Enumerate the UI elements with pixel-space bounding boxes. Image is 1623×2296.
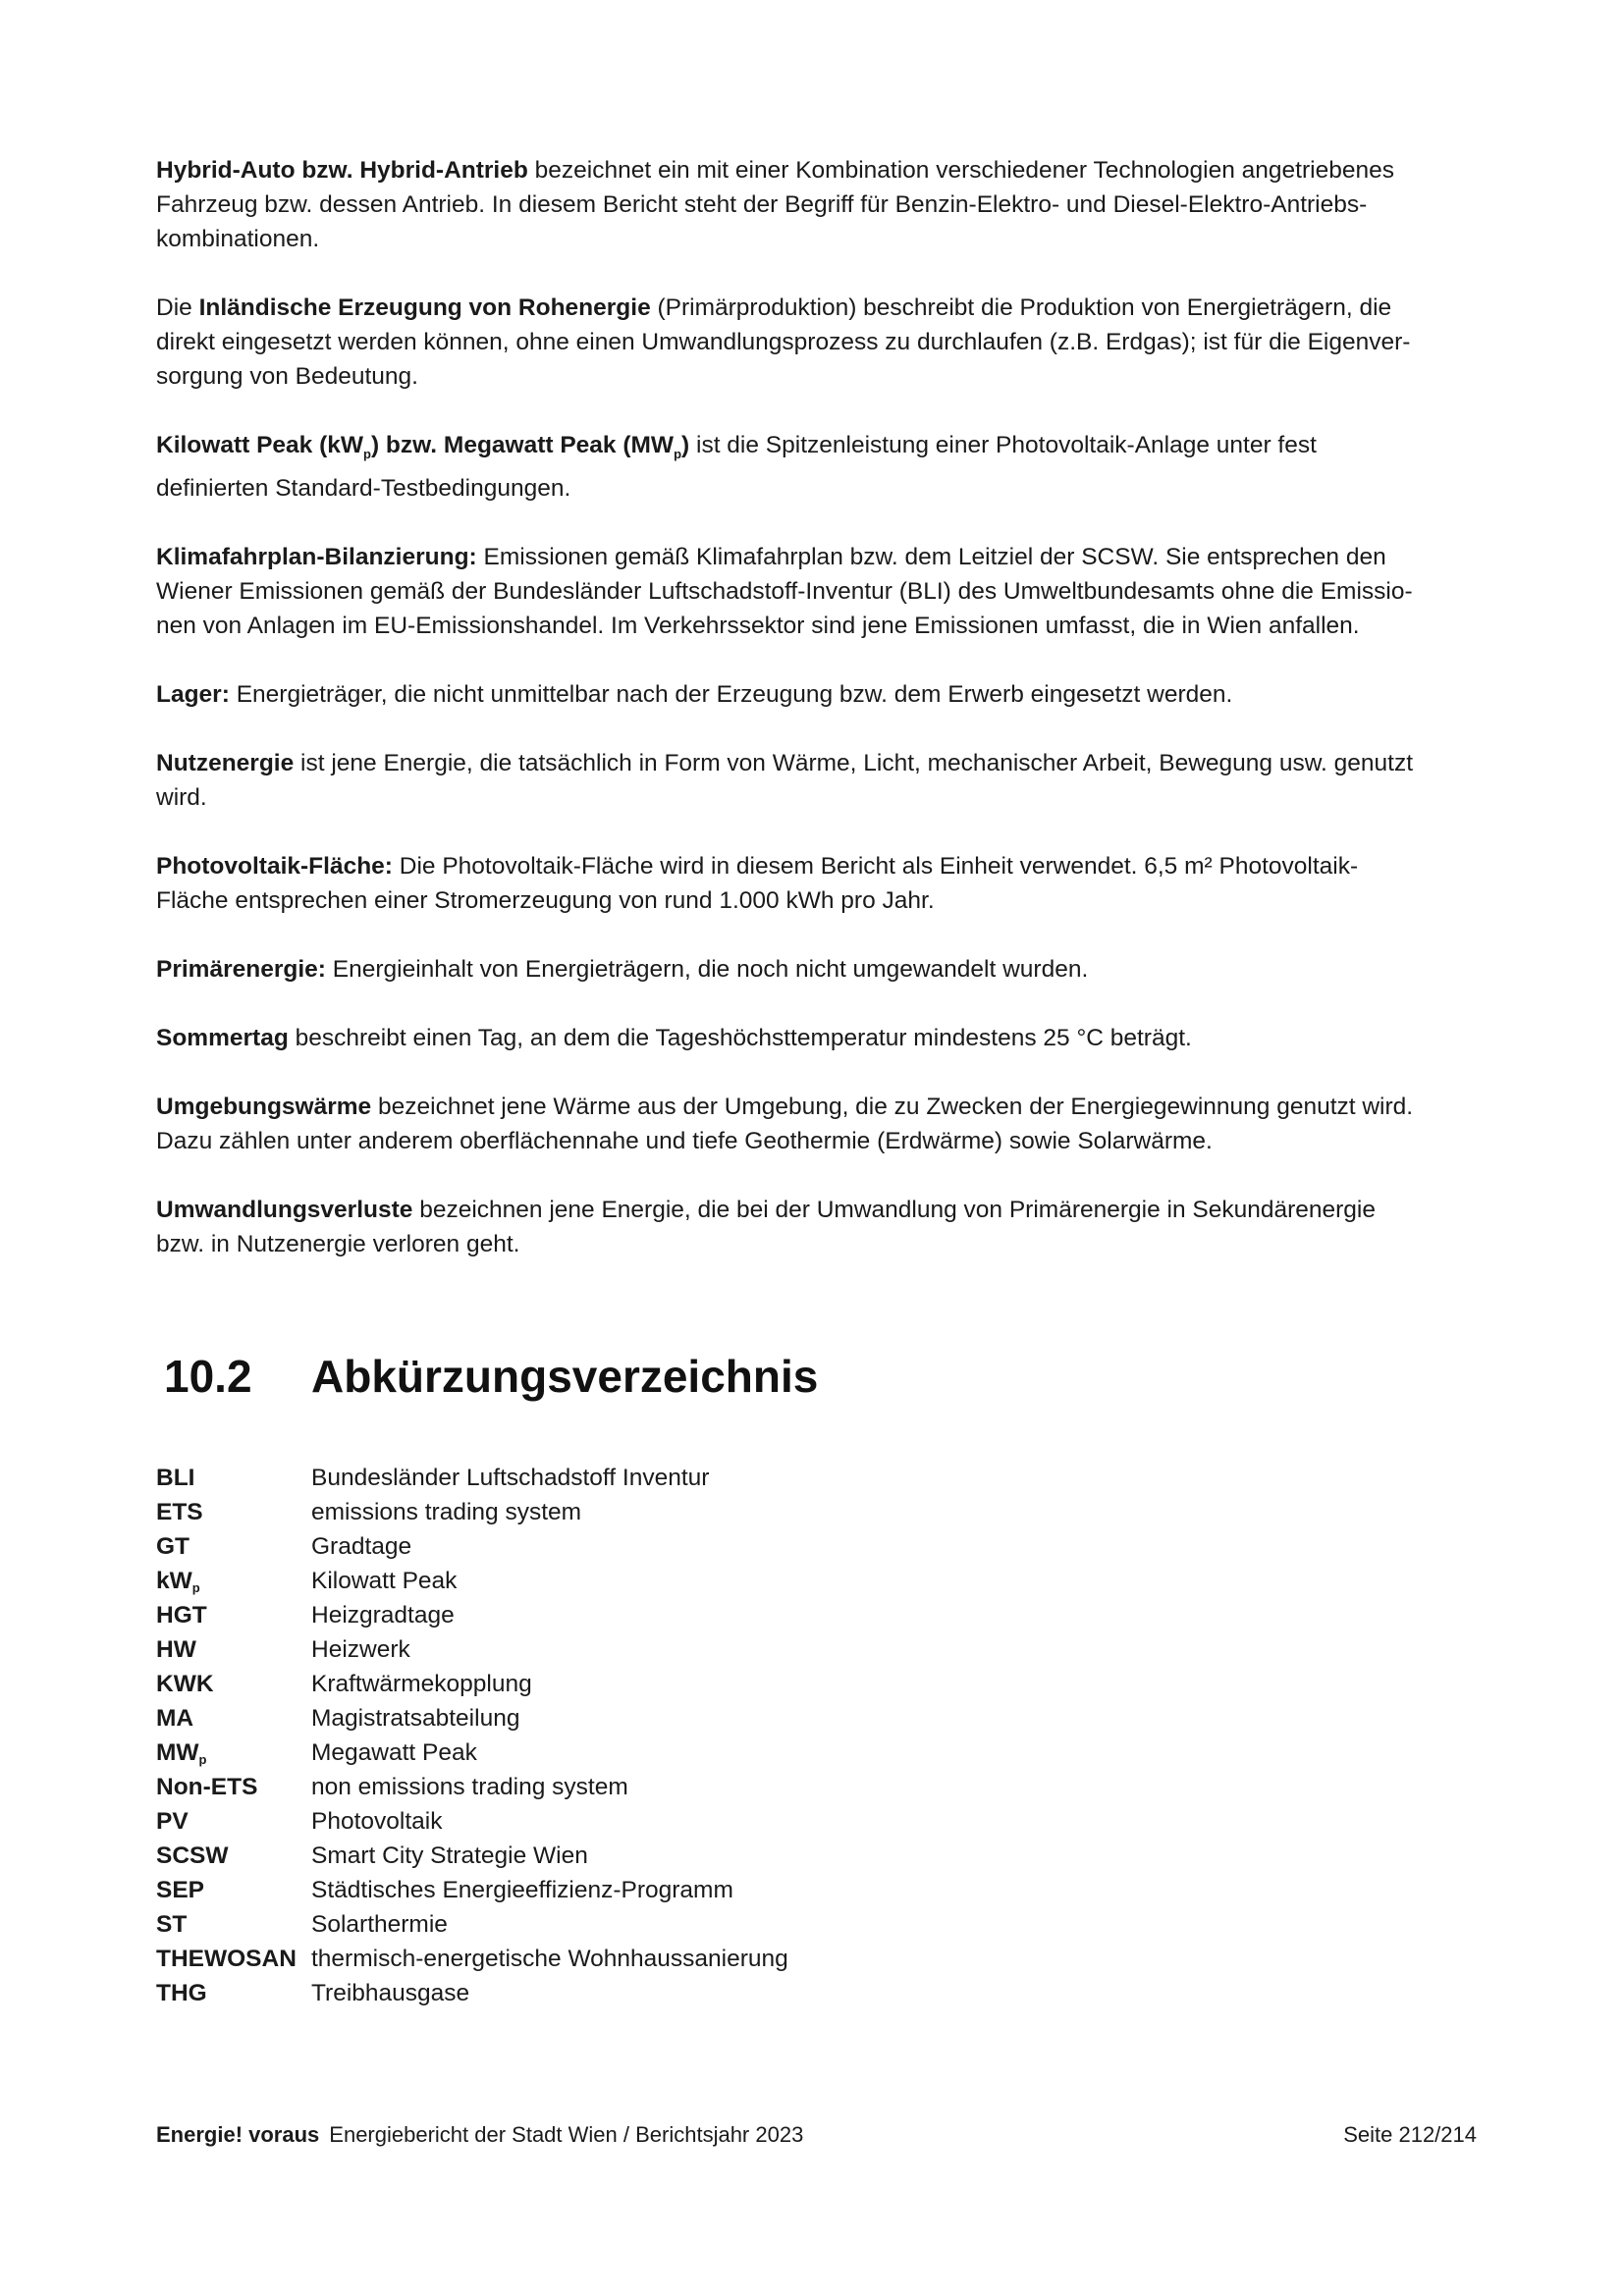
glossary-term: Nutzenergie: [156, 749, 295, 776]
abbreviation-value: Magistratsabteilung: [311, 1705, 520, 1732]
abbreviation-key: ETS: [156, 1499, 203, 1525]
glossary-term: Klimafahrplan-Bilanzierung:: [156, 543, 477, 570]
abbreviation-key: HGT: [156, 1602, 207, 1629]
abbreviation-row: [156, 1701, 1040, 1735]
glossary-entry-rohenergie: [156, 291, 1477, 394]
abbreviation-value: Megawatt Peak: [311, 1739, 477, 1766]
abbreviation-row: [156, 1667, 1040, 1701]
glossary-term: Inländische Erzeugung von Rohenergie: [198, 294, 651, 321]
abbreviation-value: non emissions trading system: [311, 1774, 628, 1800]
abbreviation-key: SCSW: [156, 1842, 229, 1869]
abbreviation-key-subscript: p: [191, 1580, 200, 1595]
glossary-term: Umwandlungsverluste: [156, 1196, 413, 1223]
glossary-definition: Emissionen gemäß Klimafahrplan bzw. dem Leitziel der SCSW. Sie entsprechen den Wiener Emissionen gemäß der Bundesländer Luftschadstoff-Inventur (BLI) des Umweltbundesamts ohne die Emissio- nen von Anlagen im EU-Emissionshandel. Im Verkehrssektor sind jene Emissionen umfasst, die in Wien anfallen.: [156, 543, 1413, 639]
abbreviation-value: Heizwerk: [311, 1636, 410, 1663]
glossary-term: Lager:: [156, 680, 230, 708]
glossary-entry-umgebungswaerme: [156, 1090, 1477, 1158]
glossary-entry-photovoltaik-flaeche: [156, 849, 1477, 918]
abbreviation-row: [156, 1564, 1040, 1598]
abbreviation-value: Smart City Strategie Wien: [311, 1842, 588, 1869]
glossary-entry-primaerenergie: [156, 952, 1477, 987]
glossary-term: Photovoltaik-Fläche:: [156, 852, 393, 880]
glossary-entry-sommertag: [156, 1021, 1477, 1055]
glossary-term-subscript: p: [674, 446, 682, 461]
abbreviation-row: [156, 1598, 1040, 1632]
abbreviation-key: PV: [156, 1808, 189, 1835]
abbreviation-key: HW: [156, 1636, 196, 1663]
footer-report-title: Energiebericht der Stadt Wien / Berichtsjahr 2023: [329, 2122, 804, 2147]
glossary-term-part: ) bzw. Megawatt Peak (MW: [370, 432, 675, 458]
abbreviation-value: Treibhausgase: [311, 1980, 470, 2006]
glossary-prefix: Die: [156, 294, 199, 321]
abbreviation-value: Heizgradtage: [311, 1602, 455, 1629]
abbreviation-value: Photovoltaik: [311, 1808, 443, 1835]
glossary-term-part: Kilowatt Peak (kW: [156, 432, 364, 458]
glossary-definition: bezeichnet jene Wärme aus der Umgebung, die zu Zwecken der Energiegewinnung genutzt wird. Dazu zählen unter anderem oberflächennahe und tiefe Geothermie (Erdwärme) sowie Solarwärme.: [156, 1093, 1414, 1154]
abbreviation-value: Bundesländer Luftschadstoff Inventur: [311, 1465, 710, 1491]
abbreviation-key: SEP: [156, 1877, 205, 1903]
abbreviation-key: [156, 1735, 311, 1770]
abbreviation-value: Gradtage: [311, 1533, 412, 1560]
glossary-definition: bezeichnen jene Energie, die bei der Umwandlung von Primärenergie in Sekundärenergie bzw. in Nutzenergie verloren geht.: [156, 1196, 1377, 1257]
abbreviation-key-text: kW: [156, 1568, 192, 1594]
glossary-term: [156, 432, 690, 461]
glossary-definition: beschreibt einen Tag, an dem die Tageshöchsttemperatur mindestens 25 °C beträgt.: [288, 1024, 1192, 1051]
glossary-definition: (Primärproduktion) beschreibt die Produktion von Energieträgern, die direkt eingesetzt werden können, ohne einen Umwandlungsprozess zu durchlaufen (z.B. Erdgas); ist für die Eigenver- sorgung von Bedeutung.: [156, 294, 1411, 390]
footer-brand: Energie! voraus: [156, 2122, 320, 2147]
abbreviation-row: [156, 1873, 1040, 1907]
abbreviation-value: Kraftwärmekopplung: [311, 1671, 532, 1697]
abbreviation-row: [156, 1632, 1040, 1667]
abbreviation-list: [156, 1461, 1040, 2010]
abbreviation-key-text: MW: [156, 1739, 199, 1766]
section-number: 10.2: [164, 1351, 252, 1402]
abbreviation-row: [156, 1839, 1040, 1873]
glossary-term-subscript: p: [363, 446, 371, 461]
glossary-definition: bezeichnet ein mit einer Kombination verschiedener Technologien angetriebenes Fahrzeug bzw. dessen Antrieb. In diesem Bericht steht der Begriff für Benzin-Elektro- und Diesel-Elektro-Antriebs- kombinationen.: [156, 157, 1394, 252]
glossary-entry-nutzenergie: [156, 746, 1477, 815]
abbreviation-value: thermisch-energetische Wohnhaussanierung: [311, 1946, 788, 1972]
glossary-definition: ist die Spitzenleistung einer Photovoltaik-Anlage unter fest definierten Standard-Testbedingungen.: [156, 432, 1317, 502]
glossary-term: Sommertag: [156, 1024, 289, 1051]
glossary-entry-umwandlungsverluste: [156, 1193, 1477, 1261]
abbreviation-key: THEWOSAN: [156, 1946, 297, 1972]
glossary-section: [156, 153, 1477, 1296]
abbreviation-key: ST: [156, 1911, 188, 1938]
glossary-definition: Die Photovoltaik-Fläche wird in diesem Bericht als Einheit verwendet. 6,5 m² Photovoltaik- Fläche entsprechen einer Stromerzeugung von rund 1.000 kWh pro Jahr.: [156, 852, 1359, 914]
abbreviation-row: [156, 1461, 1040, 1495]
abbreviation-value: Städtisches Energieeffizienz-Programm: [311, 1877, 733, 1903]
abbreviation-key: MA: [156, 1705, 194, 1732]
abbreviation-row: [156, 1976, 1040, 2010]
abbreviation-key: [156, 1564, 311, 1598]
glossary-definition: ist jene Energie, die tatsächlich in Form von Wärme, Licht, mechanischer Arbeit, Bewegung usw. genutzt wird.: [156, 749, 1414, 811]
glossary-entry-kilowatt-peak: [156, 428, 1477, 506]
abbreviation-value: Solarthermie: [311, 1911, 448, 1938]
section-heading: [164, 1347, 818, 1406]
glossary-definition: Energieinhalt von Energieträgern, die noch nicht umgewandelt wurden.: [325, 955, 1089, 983]
glossary-term: Hybrid-Auto bzw. Hybrid-Antrieb: [156, 157, 528, 184]
glossary-entry-hybrid: [156, 153, 1477, 256]
abbreviation-row: [156, 1495, 1040, 1529]
abbreviation-row: [156, 1770, 1040, 1804]
abbreviation-row: [156, 1942, 1040, 1976]
section-title: Abkürzungsverzeichnis: [311, 1351, 819, 1402]
glossary-entry-klimafahrplan: [156, 540, 1477, 643]
footer-left: [156, 2120, 803, 2150]
glossary-entry-lager: [156, 677, 1477, 712]
abbreviation-value: Kilowatt Peak: [311, 1568, 458, 1594]
abbreviation-row: [156, 1804, 1040, 1839]
abbreviation-key: THG: [156, 1980, 207, 2006]
abbreviation-key: KWK: [156, 1671, 214, 1697]
page-footer: [156, 2120, 1477, 2150]
abbreviation-value: emissions trading system: [311, 1499, 582, 1525]
abbreviation-row: [156, 1735, 1040, 1770]
glossary-term-part: ): [681, 432, 690, 458]
abbreviation-key: BLI: [156, 1465, 195, 1491]
glossary-term: Primärenergie:: [156, 955, 326, 983]
glossary-definition: Energieträger, die nicht unmittelbar nach der Erzeugung bzw. dem Erwerb eingesetzt werden.: [229, 680, 1233, 708]
abbreviation-row: [156, 1529, 1040, 1564]
abbreviation-key: Non-ETS: [156, 1774, 258, 1800]
abbreviation-key: GT: [156, 1533, 190, 1560]
abbreviation-key-subscript: p: [198, 1752, 207, 1767]
page-number: Seite 212/214: [1343, 2122, 1477, 2147]
glossary-term: Umgebungswärme: [156, 1093, 372, 1120]
abbreviation-row: [156, 1907, 1040, 1942]
